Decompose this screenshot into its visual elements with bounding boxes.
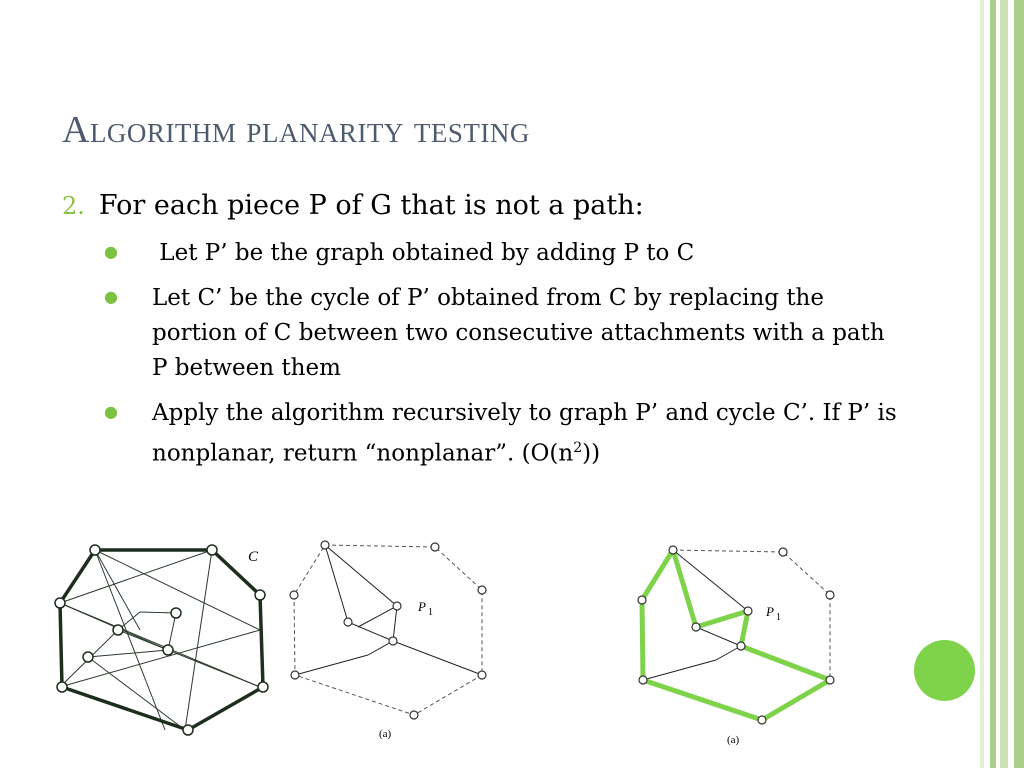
bullet-item <box>104 396 904 472</box>
decorative-green-circle <box>914 640 975 701</box>
figure-caption: (a) <box>727 734 740 745</box>
slide-title: Algorithm planarity testing <box>62 109 530 151</box>
main-item-text: For each piece P of G that is not a path: <box>98 190 644 221</box>
bullet-text: Let P’ be the graph obtained by adding P to C <box>152 240 695 266</box>
main-list-item <box>62 190 644 221</box>
cycle-label: C <box>248 549 259 565</box>
graph-figure-left <box>50 535 280 745</box>
bullet-item <box>104 281 904 386</box>
bullet-text: Apply the algorithm recursively to graph P’ and cycle C’. If P’ is nonplanar, return “nonplanar”. $(O(n^2))$ <box>152 400 897 467</box>
graph-figure-right <box>630 535 845 745</box>
piece-label: P <box>418 599 426 614</box>
bullet-dot-icon: ● <box>104 242 118 261</box>
figure-caption: (a) <box>379 728 392 740</box>
bullet-dot-icon: ● <box>104 287 118 306</box>
piece-label-subscript: 1 <box>776 612 781 623</box>
list-number: 2. <box>62 192 85 220</box>
bullet-item <box>104 236 904 271</box>
graph-figure-middle <box>282 535 497 745</box>
piece-label-subscript: 1 <box>428 607 433 618</box>
bullet-dot-icon: ● <box>104 402 118 421</box>
bullet-list <box>104 236 904 482</box>
piece-label: P <box>766 604 774 619</box>
decorative-stripes <box>980 0 1024 768</box>
bullet-text: Let C’ be the cycle of P’ obtained from C by replacing the portion of C between two consecutive attachments with a path P between them <box>152 285 885 381</box>
